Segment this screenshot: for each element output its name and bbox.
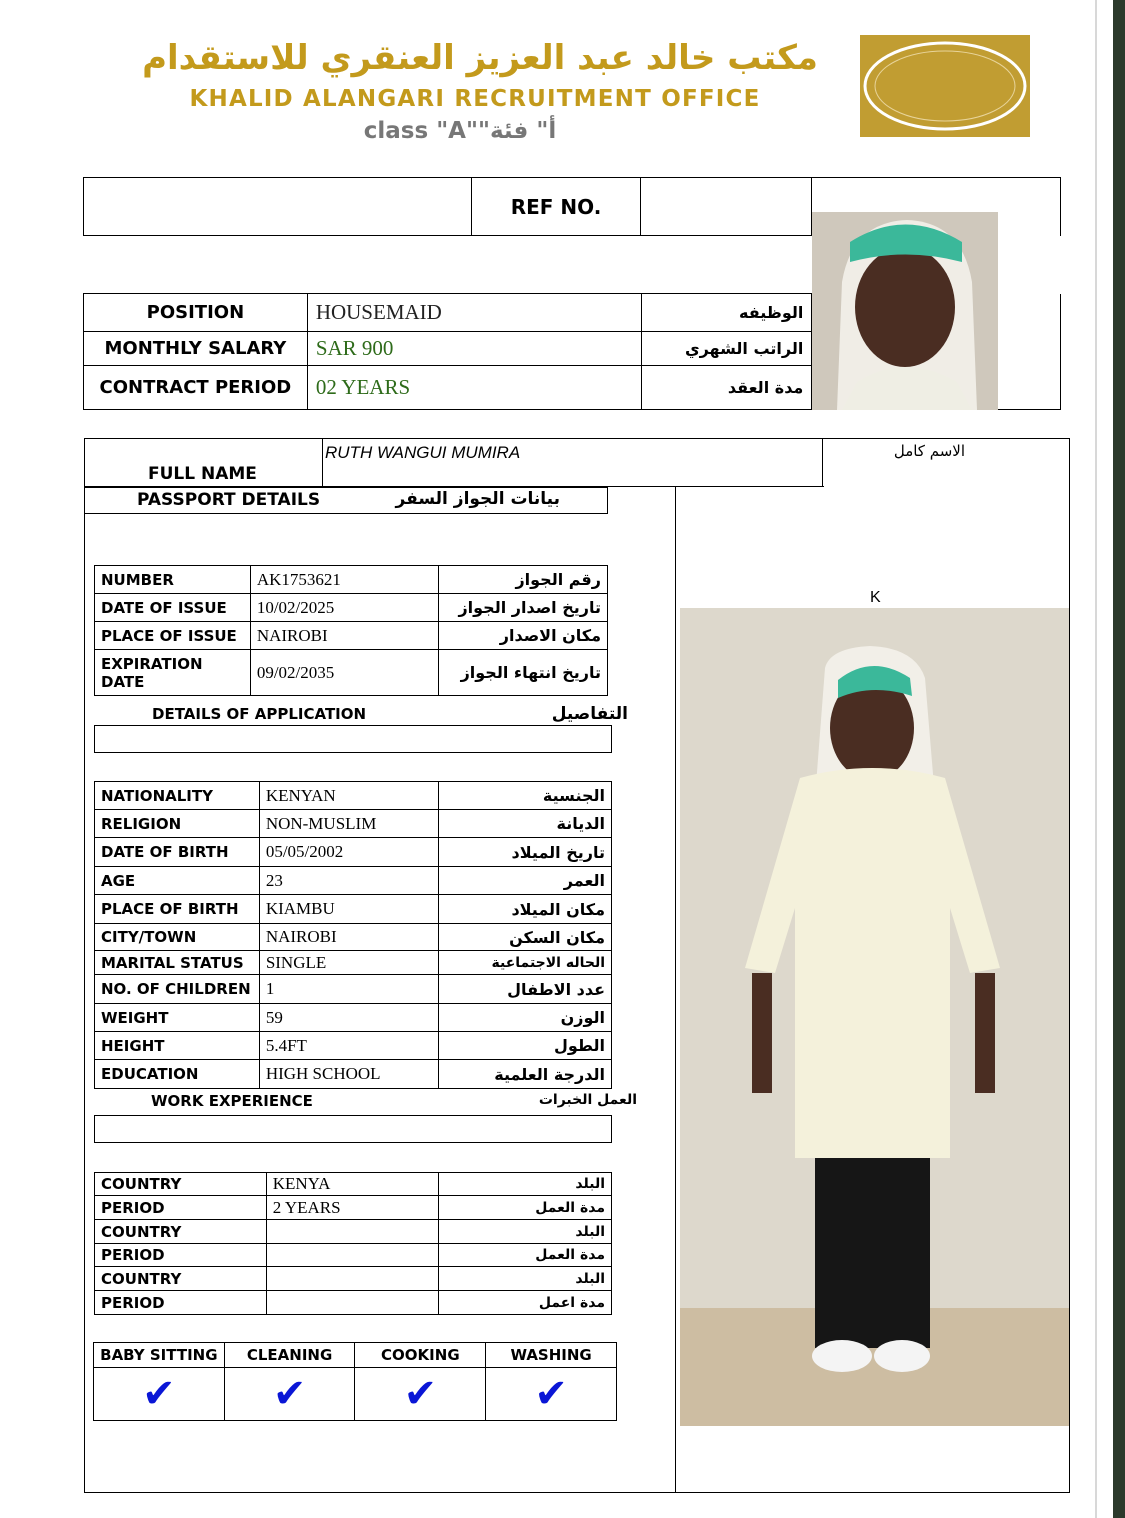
applicant-photo-portrait xyxy=(812,212,998,410)
application-row xyxy=(95,924,612,951)
application-row xyxy=(95,1032,612,1060)
work-row xyxy=(95,1291,612,1315)
skill-label-cleaning: CLEANING xyxy=(224,1343,355,1368)
application-row xyxy=(95,1060,612,1089)
ref-value xyxy=(641,178,812,236)
application-label-ar: عدد الاطفال xyxy=(439,975,612,1004)
passport-value: 09/02/2035 xyxy=(250,650,439,696)
work-row xyxy=(95,1244,612,1267)
application-label: DATE OF BIRTH xyxy=(95,838,260,867)
passport-label: EXPIRATION DATE xyxy=(95,650,251,696)
application-row xyxy=(95,975,612,1004)
skills-table xyxy=(93,1342,617,1421)
work-value xyxy=(266,1244,439,1267)
work-experience-heading: WORK EXPERIENCE xyxy=(151,1092,313,1110)
position-label: POSITION xyxy=(84,294,308,332)
application-label: AGE xyxy=(95,867,260,895)
application-label-ar: الدرجة العلمية xyxy=(439,1060,612,1089)
application-row xyxy=(95,951,612,975)
work-experience-heading-ar: العمل الخبرات xyxy=(538,1092,637,1108)
application-row xyxy=(95,838,612,867)
application-label: HEIGHT xyxy=(95,1032,260,1060)
application-label-ar: الحاله الاجتماعية xyxy=(439,951,612,975)
application-value: NAIROBI xyxy=(259,924,439,951)
work-row xyxy=(95,1173,612,1196)
office-title-arabic: مكتب خالد عبد العزيز العنقري للاستقدام xyxy=(142,38,818,78)
skills-check-row xyxy=(94,1368,617,1421)
checkmark-icon: ✔ xyxy=(142,1371,176,1417)
application-label: EDUCATION xyxy=(95,1060,260,1089)
work-row xyxy=(95,1220,612,1244)
passport-label: DATE OF ISSUE xyxy=(95,594,251,622)
work-label-ar: مدة اعمل xyxy=(439,1291,612,1315)
work-label-ar: مدة العمل xyxy=(439,1196,612,1220)
application-label: NO. OF CHILDREN xyxy=(95,975,260,1004)
work-label: PERIOD xyxy=(95,1196,267,1220)
application-value: KIAMBU xyxy=(259,895,439,924)
work-label: COUNTRY xyxy=(95,1267,267,1291)
salary-label: MONTHLY SALARY xyxy=(84,332,308,366)
checkmark-icon: ✔ xyxy=(403,1371,438,1417)
salary-label-ar: الراتب الشهري xyxy=(641,332,812,366)
checkmark-icon: ✔ xyxy=(534,1371,568,1417)
application-label: RELIGION xyxy=(95,810,260,838)
application-label-ar: الجنسية xyxy=(439,782,612,810)
application-label-ar: الوزن xyxy=(439,1004,612,1032)
application-value: 59 xyxy=(259,1004,439,1032)
application-row xyxy=(95,867,612,895)
name-divider-1 xyxy=(322,438,323,486)
application-table xyxy=(94,781,612,1089)
applicant-photo-full-body xyxy=(680,608,1069,1426)
contract-label-ar: مدة العقد xyxy=(641,366,812,410)
work-row xyxy=(95,1196,612,1220)
passport-label-ar: مكان الاصدار xyxy=(439,622,608,650)
full-name-label-ar: الاسم كامل xyxy=(893,442,965,460)
application-label-ar: الطول xyxy=(439,1032,612,1060)
passport-table xyxy=(94,565,608,696)
work-experience-table xyxy=(94,1172,612,1315)
work-label: PERIOD xyxy=(95,1291,267,1315)
ref-label: REF NO. xyxy=(471,178,641,236)
passport-label-ar: تاريخ انتهاء الجواز xyxy=(439,650,608,696)
application-label: NATIONALITY xyxy=(95,782,260,810)
application-label: PLACE OF BIRTH xyxy=(95,895,260,924)
application-row xyxy=(95,810,612,838)
application-label: WEIGHT xyxy=(95,1004,260,1032)
application-value: 05/05/2002 xyxy=(259,838,439,867)
passport-row xyxy=(95,566,608,594)
passport-label-ar: رقم الجواز xyxy=(439,566,608,594)
application-heading: DETAILS OF APPLICATION xyxy=(152,705,367,723)
work-experience-blank-box xyxy=(94,1115,612,1143)
application-label: CITY/TOWN xyxy=(95,924,260,951)
work-label-ar: البلد xyxy=(439,1173,612,1196)
application-row xyxy=(95,782,612,810)
passport-label: NUMBER xyxy=(95,566,251,594)
logo-ring-icon xyxy=(860,35,1030,137)
passport-row xyxy=(95,650,608,696)
passport-value: NAIROBI xyxy=(250,622,439,650)
photo-caption: K xyxy=(870,589,881,606)
name-divider-2 xyxy=(822,438,823,486)
skills-header-row xyxy=(94,1343,617,1368)
page-edge-line xyxy=(1095,0,1097,1518)
application-value: 1 xyxy=(259,975,439,1004)
work-value: KENYA xyxy=(266,1173,439,1196)
work-row xyxy=(95,1267,612,1291)
work-label: COUNTRY xyxy=(95,1173,267,1196)
skill-label-washing: WASHING xyxy=(486,1343,617,1368)
passport-label: PLACE OF ISSUE xyxy=(95,622,251,650)
application-value: KENYAN xyxy=(259,782,439,810)
passport-row xyxy=(95,622,608,650)
application-label-ar: تاريخ الميلاد xyxy=(439,838,612,867)
application-label-ar: الديانة xyxy=(439,810,612,838)
full-name-value: RUTH WANGUI MUMIRA xyxy=(325,443,521,462)
page-edge xyxy=(1113,0,1125,1518)
contract-label: CONTRACT PERIOD xyxy=(84,366,308,410)
full-name-label: FULL NAME xyxy=(148,464,257,484)
application-blank-box xyxy=(94,725,612,753)
application-label-ar: مكان الميلاد xyxy=(439,895,612,924)
work-label: COUNTRY xyxy=(95,1220,267,1244)
application-row xyxy=(95,895,612,924)
application-value: NON-MUSLIM xyxy=(259,810,439,838)
skill-label-baby-sitting: BABY SITTING xyxy=(94,1343,225,1368)
ref-blank-cell xyxy=(84,178,472,236)
passport-heading: PASSPORT DETAILS xyxy=(137,490,321,510)
passport-heading-ar: بيانات الجواز السفر xyxy=(395,489,560,509)
application-value: 23 xyxy=(259,867,439,895)
passport-value: 10/02/2025 xyxy=(250,594,439,622)
position-label-ar: الوظيفه xyxy=(641,294,812,332)
application-value: HIGH SCHOOL xyxy=(259,1060,439,1089)
application-row xyxy=(95,1004,612,1032)
work-value xyxy=(266,1220,439,1244)
work-value xyxy=(266,1291,439,1315)
application-heading-ar: التفاصيل xyxy=(551,704,628,724)
work-value: 2 YEARS xyxy=(266,1196,439,1220)
passport-value: AK1753621 xyxy=(250,566,439,594)
passport-label-ar: تاريخ اصدار الجواز xyxy=(439,594,608,622)
passport-row xyxy=(95,594,608,622)
application-label: MARITAL STATUS xyxy=(95,951,260,975)
application-label-ar: مكان السكن xyxy=(439,924,612,951)
work-value xyxy=(266,1267,439,1291)
checkmark-icon: ✔ xyxy=(272,1371,307,1417)
office-class-label: class "A""أ" فئة xyxy=(363,118,557,144)
salary-value: SAR 900 xyxy=(307,332,641,366)
skill-label-cooking: COOKING xyxy=(355,1343,486,1368)
work-label-ar: البلد xyxy=(439,1267,612,1291)
work-label-ar: البلد xyxy=(439,1220,612,1244)
office-title-english: KHALID ALANGARI RECRUITMENT OFFICE xyxy=(189,86,761,112)
work-label: PERIOD xyxy=(95,1244,267,1267)
application-label-ar: العمر xyxy=(439,867,612,895)
application-value: SINGLE xyxy=(259,951,439,975)
work-label-ar: مدة العمل xyxy=(439,1244,612,1267)
frame-divider xyxy=(675,486,676,1493)
application-value: 5.4FT xyxy=(259,1032,439,1060)
position-value: HOUSEMAID xyxy=(307,294,641,332)
contract-value: 02 YEARS xyxy=(307,366,641,410)
office-logo xyxy=(860,35,1030,137)
